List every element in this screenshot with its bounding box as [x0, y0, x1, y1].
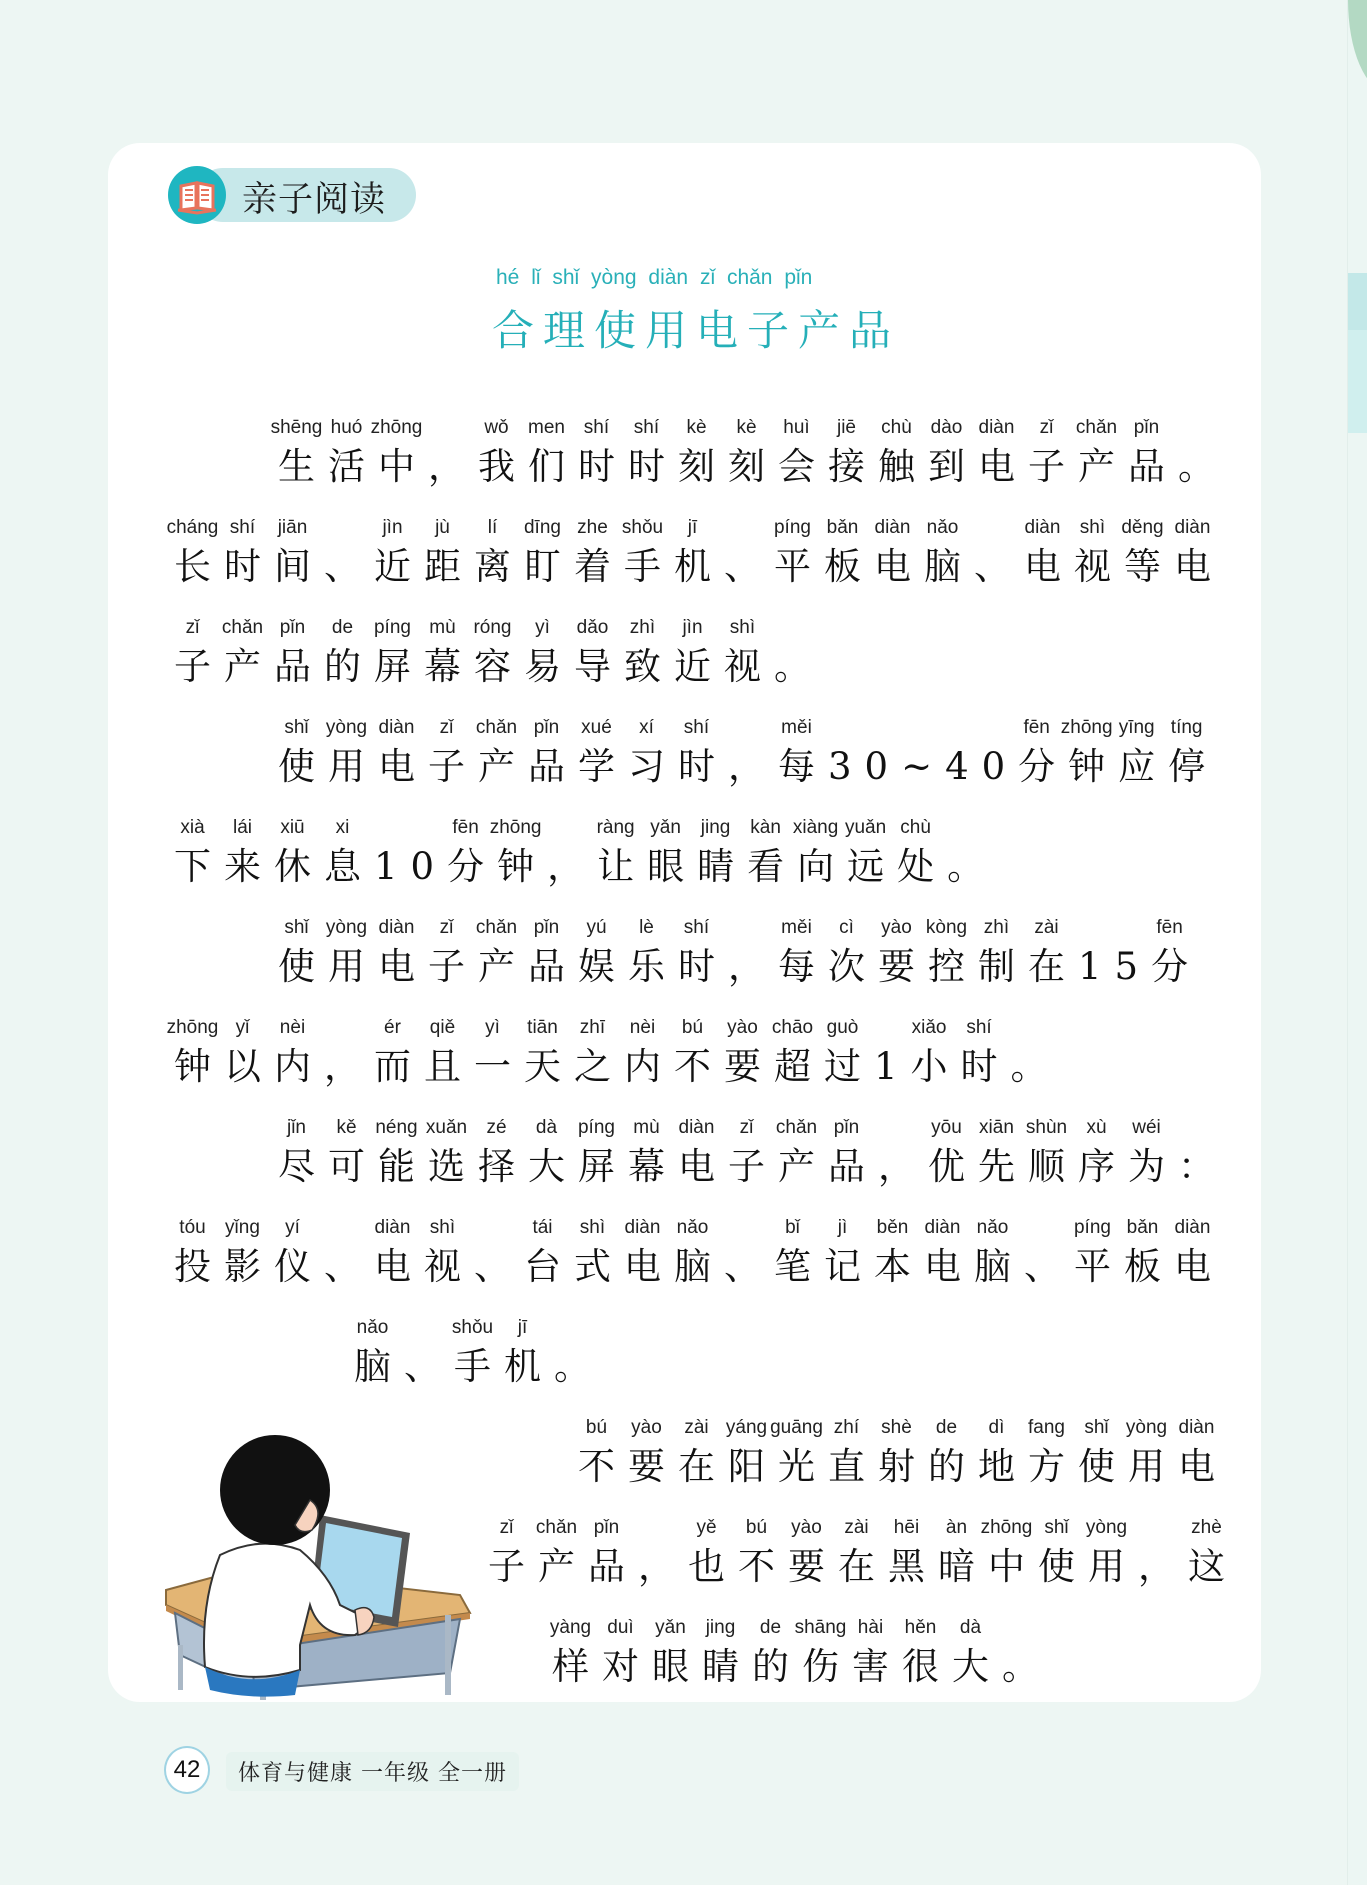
pinyin: zǐ	[499, 1517, 514, 1538]
pinyin: fēn	[1156, 917, 1183, 938]
pinyin: jing	[700, 817, 731, 838]
pinyin: cháng	[166, 517, 219, 538]
pinyin: nèi	[629, 1017, 656, 1038]
pinyin: shǒu	[451, 1317, 494, 1338]
pinyin: yòng	[325, 917, 368, 938]
pinyin-row	[272, 414, 1367, 442]
pinyin: de	[331, 617, 354, 638]
pinyin: jing	[705, 1617, 736, 1638]
pinyin: nǎo	[676, 1217, 709, 1238]
pinyin: diàn	[924, 1217, 961, 1238]
pinyin: zhōng	[489, 817, 542, 838]
pinyin: chǎn	[1075, 417, 1118, 438]
pinyin-row	[348, 1314, 1367, 1342]
pinyin: ràng	[596, 817, 635, 838]
pinyin: zé	[486, 1117, 507, 1138]
pinyin: de	[935, 1417, 958, 1438]
pinyin: tóu	[179, 1217, 206, 1238]
pinyin: shì	[429, 1217, 456, 1238]
line-text: 生活中，我们时时刻刻会接触到电子产品。	[278, 445, 1228, 488]
pinyin-row	[546, 1614, 1367, 1642]
pinyin: měi	[781, 717, 812, 738]
pinyin: píng	[773, 517, 811, 538]
pinyin: píng	[373, 617, 411, 638]
pinyin: duì	[607, 1617, 634, 1638]
pinyin: wǒ	[484, 417, 509, 438]
pinyin: zǐ	[185, 617, 200, 638]
pinyin: hài	[857, 1617, 884, 1638]
pinyin: diàn	[874, 517, 911, 538]
pinyin: shǐ	[284, 717, 309, 738]
line-text: 子产品的屏幕容易导致近视。	[174, 645, 824, 688]
pinyin: xiàng	[792, 817, 839, 838]
pinyin: yàng	[549, 1617, 592, 1638]
pinyin: diàn	[1024, 517, 1061, 538]
pinyin: dīng	[523, 517, 561, 538]
pinyin: jìn	[682, 617, 703, 638]
pinyin: dǎo	[576, 617, 609, 638]
pinyin: shè	[881, 1417, 912, 1438]
pinyin: qiě	[429, 1017, 456, 1038]
pinyin: nèi	[279, 1017, 306, 1038]
pinyin: zài	[844, 1517, 869, 1538]
pinyin: guāng	[770, 1417, 823, 1438]
pinyin: zài	[684, 1417, 709, 1438]
pinyin: zhōng	[370, 417, 423, 438]
pinyin-row	[272, 714, 1367, 742]
pinyin: yǐ	[235, 1017, 250, 1038]
pinyin: pǐn	[533, 917, 560, 938]
pinyin-row	[168, 614, 1268, 642]
pinyin: zhōng	[980, 1517, 1033, 1538]
pinyin: pǐn	[279, 617, 306, 638]
pinyin: shì	[579, 1217, 606, 1238]
pinyin: chǎn	[535, 1517, 578, 1538]
pinyin-row	[272, 914, 1367, 942]
pinyin-row	[168, 514, 1268, 542]
pinyin: jì	[837, 1217, 848, 1238]
pinyin: jī	[687, 517, 698, 538]
pinyin: xiān	[979, 1117, 1014, 1138]
pinyin: tái	[532, 1217, 553, 1238]
pinyin: diàn	[624, 1217, 661, 1238]
pinyin: zǐ	[439, 717, 454, 738]
pinyin: shí	[229, 517, 256, 538]
pinyin: jiē	[836, 417, 856, 438]
pinyin: fēn	[1023, 717, 1050, 738]
pinyin: dào	[930, 417, 963, 438]
pinyin: zhōng	[166, 1017, 219, 1038]
pinyin: jī	[517, 1317, 528, 1338]
pinyin: pǐn	[1133, 417, 1160, 438]
pinyin: yě	[696, 1517, 717, 1538]
pinyin: yīng	[1118, 717, 1155, 738]
pinyin-row	[272, 1114, 1367, 1142]
pinyin: pǐn	[833, 1117, 860, 1138]
pinyin: xiǎo	[911, 1017, 947, 1038]
pinyin: jǐn	[286, 1117, 307, 1138]
pinyin: chāo	[771, 1017, 814, 1038]
line-text: 投影仪、电视、台式电脑、笔记本电脑、平板电	[174, 1245, 1224, 1288]
pinyin: zài	[1034, 917, 1059, 938]
pinyin: zhí	[833, 1417, 860, 1438]
pinyin: diàn	[378, 717, 415, 738]
pinyin: píng	[1073, 1217, 1111, 1238]
pinyin: yōu	[931, 1117, 962, 1138]
pinyin: běn	[876, 1217, 909, 1238]
line-text: 尽可能选择大屏幕电子产品，优先顺序为：	[278, 1145, 1228, 1188]
pinyin: diàn	[1174, 517, 1211, 538]
pinyin: yòng	[1085, 1517, 1128, 1538]
pinyin: xiū	[280, 817, 305, 838]
pinyin: ér	[384, 1017, 401, 1038]
pinyin: shí	[966, 1017, 992, 1038]
pinyin: kě	[336, 1117, 357, 1138]
pinyin-row	[572, 1414, 1367, 1442]
pinyin: lè	[639, 917, 654, 938]
pinyin: shí	[683, 917, 710, 938]
section-label: 亲子阅读	[242, 180, 387, 220]
pinyin: xuǎn	[425, 1117, 468, 1138]
pinyin: hēi	[893, 1517, 920, 1538]
boy-with-tablet-illustration	[160, 1405, 480, 1700]
line-text: 子产品，也不要在黑暗中使用，这	[488, 1545, 1238, 1588]
pinyin: zhī	[579, 1017, 606, 1038]
pinyin: shùn	[1025, 1117, 1068, 1138]
pinyin: de	[759, 1617, 782, 1638]
pinyin: shí	[683, 717, 710, 738]
pinyin: zhè	[1191, 1517, 1222, 1538]
pinyin: jù	[435, 517, 450, 538]
line-text: 长时间、近距离盯着手机、平板电脑、电视等电	[174, 545, 1224, 588]
pinyin: kàn	[750, 817, 781, 838]
pinyin: shǐ	[284, 917, 309, 938]
pinyin: kè	[686, 417, 707, 438]
pinyin: pǐn	[593, 1517, 620, 1538]
pinyin: chǎn	[775, 1117, 818, 1138]
pinyin: shēng	[270, 417, 323, 438]
line-text: 样对眼睛的伤害很大。	[552, 1645, 1052, 1688]
page-title: 合理使用电子产品	[492, 306, 901, 355]
pinyin: xué	[581, 717, 612, 738]
pinyin: diàn	[378, 917, 415, 938]
pinyin: jiān	[277, 517, 308, 538]
line-text: 不要在阳光直射的地方使用电	[578, 1445, 1228, 1488]
pinyin: men	[528, 417, 565, 438]
pinyin: huì	[783, 417, 810, 438]
pinyin: mù	[633, 1117, 660, 1138]
pinyin: zhe	[577, 517, 608, 538]
pinyin-row	[482, 1514, 1367, 1542]
pinyin: guò	[826, 1017, 859, 1038]
pinyin: zhì	[983, 917, 1010, 938]
pinyin: yǎn	[650, 817, 681, 838]
line-text: 下来休息10分钟，让眼睛看向远处。	[174, 845, 998, 888]
pinyin: fang	[1027, 1417, 1065, 1438]
pinyin: dà	[959, 1617, 982, 1638]
pinyin: bú	[585, 1417, 608, 1438]
pinyin: shǐ	[1084, 1417, 1109, 1438]
pinyin: shì	[729, 617, 756, 638]
pinyin: yòng	[325, 717, 368, 738]
edge-tab	[1348, 273, 1367, 330]
pinyin: néng	[375, 1117, 418, 1138]
pinyin: tíng	[1170, 717, 1203, 738]
pinyin: měi	[781, 917, 812, 938]
book-title: 体育与健康 一年级 全一册	[226, 1752, 519, 1791]
pinyin: zǐ	[1039, 417, 1054, 438]
pinyin: hěn	[904, 1617, 937, 1638]
pinyin: zhōng	[1060, 717, 1113, 738]
pinyin: děng	[1121, 517, 1164, 538]
pinyin: yì	[485, 1017, 500, 1038]
pinyin: xià	[180, 817, 205, 838]
pinyin: bǎn	[826, 517, 859, 538]
pinyin: bú	[745, 1517, 768, 1538]
pinyin: zǐ	[739, 1117, 754, 1138]
pinyin: diàn	[374, 1217, 411, 1238]
pinyin: fēn	[452, 817, 479, 838]
pinyin: tiān	[527, 1017, 558, 1038]
pinyin-row	[168, 1014, 1268, 1042]
pinyin: shí	[633, 417, 660, 438]
pinyin: lí	[487, 517, 498, 538]
pinyin: dà	[535, 1117, 558, 1138]
pinyin: diàn	[978, 417, 1015, 438]
line-text: 使用电子产品学习时，每30~40分钟应停	[278, 745, 1219, 788]
pinyin: zhì	[629, 617, 656, 638]
line-text: 脑、手机。	[354, 1345, 604, 1388]
pinyin: diàn	[1174, 1217, 1211, 1238]
title-pinyin: hé lǐ shǐ yòng diàn zǐ chǎn pǐn	[496, 266, 813, 289]
pinyin: pǐn	[533, 717, 560, 738]
pinyin: chù	[881, 417, 912, 438]
pinyin: diàn	[1178, 1417, 1215, 1438]
pinyin: shāng	[794, 1617, 847, 1638]
pinyin: róng	[473, 617, 512, 638]
pinyin: lái	[232, 817, 252, 838]
pinyin: xù	[1086, 1117, 1107, 1138]
pinyin: àn	[945, 1517, 968, 1538]
pinyin: yǐng	[225, 1217, 260, 1238]
pinyin: jìn	[382, 517, 403, 538]
line-text: 使用电子产品娱乐时，每次要控制在15分	[278, 945, 1202, 988]
pinyin: chù	[900, 817, 931, 838]
pinyin: bǐ	[785, 1217, 800, 1238]
pinyin: yào	[631, 1417, 662, 1438]
pinyin: píng	[577, 1117, 615, 1138]
pinyin: diàn	[678, 1117, 715, 1138]
pinyin: bú	[681, 1017, 704, 1038]
pinyin: shǐ	[1044, 1517, 1069, 1538]
pinyin: nǎo	[976, 1217, 1009, 1238]
pinyin: yòng	[1125, 1417, 1168, 1438]
pinyin: kè	[736, 417, 757, 438]
pinyin: zǐ	[439, 917, 454, 938]
pinyin: wéi	[1132, 1117, 1161, 1138]
section-badge	[168, 166, 418, 224]
pinyin: nǎo	[926, 517, 959, 538]
pinyin: yáng	[725, 1417, 768, 1438]
pinyin: chǎn	[475, 917, 518, 938]
pinyin: chǎn	[475, 717, 518, 738]
pinyin-row	[168, 1214, 1268, 1242]
open-book-icon	[168, 166, 226, 224]
pinyin: bǎn	[1126, 1217, 1159, 1238]
pinyin: yì	[535, 617, 550, 638]
pinyin: yào	[881, 917, 912, 938]
pinyin: cì	[839, 917, 854, 938]
line-text: 钟以内，而且一天之内不要超过1小时。	[174, 1045, 1061, 1088]
pinyin: shì	[1079, 517, 1106, 538]
pinyin: xí	[639, 717, 654, 738]
pinyin: yào	[727, 1017, 758, 1038]
pinyin: yào	[791, 1517, 822, 1538]
pinyin: dì	[988, 1417, 1005, 1438]
pinyin: yú	[586, 917, 607, 938]
pinyin: yuǎn	[844, 817, 887, 838]
pinyin-row	[168, 814, 1268, 842]
pinyin: kòng	[925, 917, 968, 938]
pinyin: mù	[429, 617, 456, 638]
page-number: 42	[164, 1746, 210, 1794]
pinyin: yí	[285, 1217, 300, 1238]
pinyin: xi	[335, 817, 350, 838]
pinyin: chǎn	[221, 617, 264, 638]
pinyin: nǎo	[356, 1317, 389, 1338]
pinyin: shí	[583, 417, 610, 438]
pinyin: shǒu	[621, 517, 664, 538]
pinyin: huó	[330, 417, 363, 438]
pinyin: yǎn	[655, 1617, 686, 1638]
